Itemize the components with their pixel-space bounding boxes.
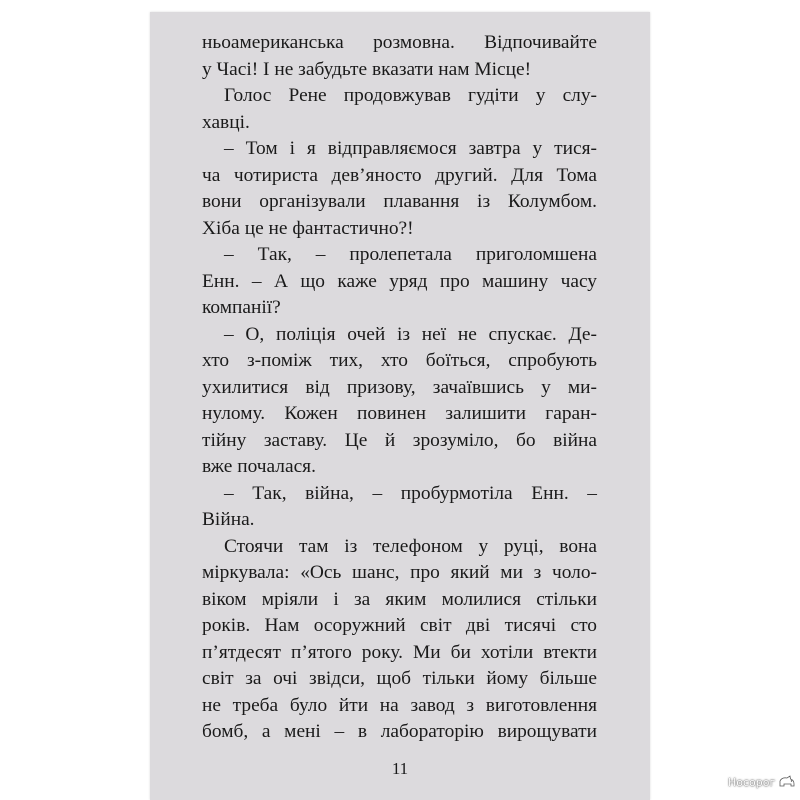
text-line: хавці.	[202, 111, 250, 133]
text-line: тійну заставу. Це й зрозуміло, бо війна	[202, 429, 597, 451]
text-line: п’ятдесят п’ятого року. Ми би хотіли втекти	[202, 641, 597, 663]
text-line: компанії?	[202, 297, 281, 318]
page-number: 11	[391, 759, 409, 778]
text-line: міркувала: «Ось шанс, про який ми з чоло-	[202, 562, 597, 583]
page-text	[202, 30, 597, 746]
book-page	[150, 12, 650, 800]
rhino-logo-icon	[778, 775, 796, 789]
text-line: не треба було йти на завод з виготовлення	[202, 694, 597, 716]
text-line: ча чотириста дев’яносто другий. Для Тома	[202, 164, 597, 186]
text-line: бомб, а мені – в лабораторію вирощувати	[202, 721, 597, 742]
text-line: у Часі! І не забудьте вказати нам Місце!	[202, 58, 532, 80]
text-line: Голос Рене продовжував гудіти у слу-	[224, 85, 597, 106]
text-line: Війна.	[202, 509, 255, 530]
text-line: – Том і я відправляємося завтра у тися-	[224, 138, 597, 159]
text-line: Енн. – А що каже уряд про машину часу	[202, 270, 597, 292]
text-line: ухилитися від призову, зачаївшись у ми-	[202, 376, 597, 398]
watermark	[728, 772, 796, 792]
text-line: віком мріяли і за яким молилися стільки	[202, 588, 597, 610]
text-line: вони організували плавання із Колумбом.	[202, 191, 597, 212]
text-line: світ за очі звідси, щоб тільки йому більше	[202, 668, 597, 689]
text-line: ньоамериканська розмовна. Відпочивайте	[202, 32, 597, 53]
text-line: – Так, війна, – пробурмотіла Енн. –	[224, 482, 597, 504]
watermark-text: Носорог	[728, 775, 776, 789]
text-line: хто з-поміж тих, хто боїться, спробують	[202, 350, 597, 371]
text-line: нулому. Кожен повинен залишити гаран-	[202, 403, 597, 424]
text-line: – О, поліція очей із неї не спускає. Де-	[224, 323, 597, 345]
text-line: років. Нам осоружний світ дві тисячі сто	[202, 615, 597, 636]
text-line: Стоячи там із телефоном у руці, вона	[224, 535, 597, 557]
text-line: Хіба це не фантастично?!	[202, 217, 414, 239]
text-line: вже почалася.	[202, 456, 316, 477]
text-line: – Так, – пролепетала приголомшена	[224, 244, 597, 265]
